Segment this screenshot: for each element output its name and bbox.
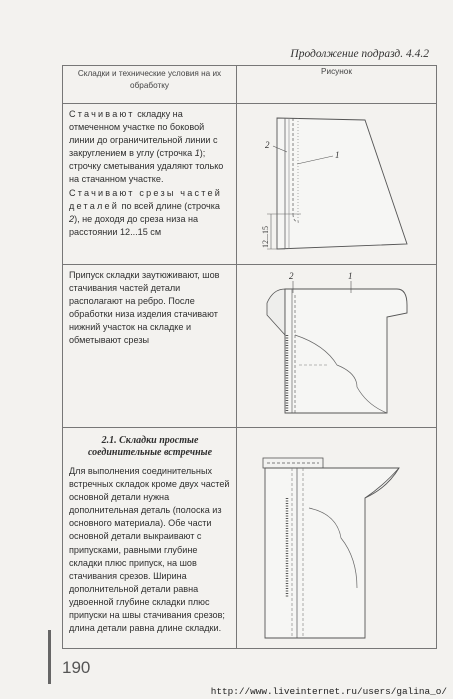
label-stitch-1: 1 (348, 271, 353, 281)
row-3-figure (237, 428, 437, 649)
row-2-figure (237, 265, 437, 428)
table-header-row (63, 66, 437, 104)
row-1-figure (237, 104, 437, 265)
spaced-lead: Стачивают (69, 109, 135, 119)
column-header-folds: Складки и технические условия на их обработку (63, 66, 237, 104)
page-number: 190 (62, 658, 91, 677)
watermark-url: http://www.liveinternet.ru/users/galina_o/ (210, 686, 447, 697)
table-row (63, 428, 437, 649)
section-title: 2.1. Складки простые соединительные встречные (87, 435, 213, 458)
table-row (63, 104, 437, 265)
section-body: Для выполнения соединительных встречных складок кроме двух частей основной детали нужна дополнительная деталь (полоска из основного материала). Обе части основной детали выкраивают с припусками, равными глубине складки плюс припуск, на шов стачивания срезов. Ширина дополнительной детали равна удвоенной глубине складки плюс припуски на швы стачивания срезов; длина детали равна длине складки. (69, 466, 230, 634)
column-header-figure: Рисунок (237, 66, 437, 104)
box-pleat-figure (237, 428, 436, 641)
label-stitch-2: 2 (289, 271, 294, 281)
row-2-text: Припуск складки заутюживают, шов стачивания частей детали располагают на ребро. После обработки низа изделия стачивают нижний участок на складке и обметывают срезы (63, 265, 237, 428)
table-row (63, 265, 437, 428)
label-stitch-2: 2 (265, 140, 270, 150)
row-3-text (63, 428, 237, 649)
fold-pressing-figure (237, 265, 436, 420)
row-1-text: Стачивают складку на отмеченном участке по боковой линии до ограничительной линии с закруглением в углу (строчка 1); строчку сметывания удаляют только на стачанном участке. Стачивают срезы частей деталей по всей длине (строчка 2), не доходя до среза низа на расстоянии 12...15 см (63, 104, 237, 265)
label-dimension: 12...15 (261, 226, 270, 248)
fold-stitching-figure (237, 104, 436, 257)
page-header-continuation: Продолжение подразд. 4.4.2 (290, 48, 429, 60)
label-stitch-1: 1 (335, 150, 340, 160)
spaced-lead-2: Стачивают срезы частей деталей (69, 187, 223, 211)
page-margin-bar (48, 630, 51, 684)
folds-table (62, 65, 437, 649)
